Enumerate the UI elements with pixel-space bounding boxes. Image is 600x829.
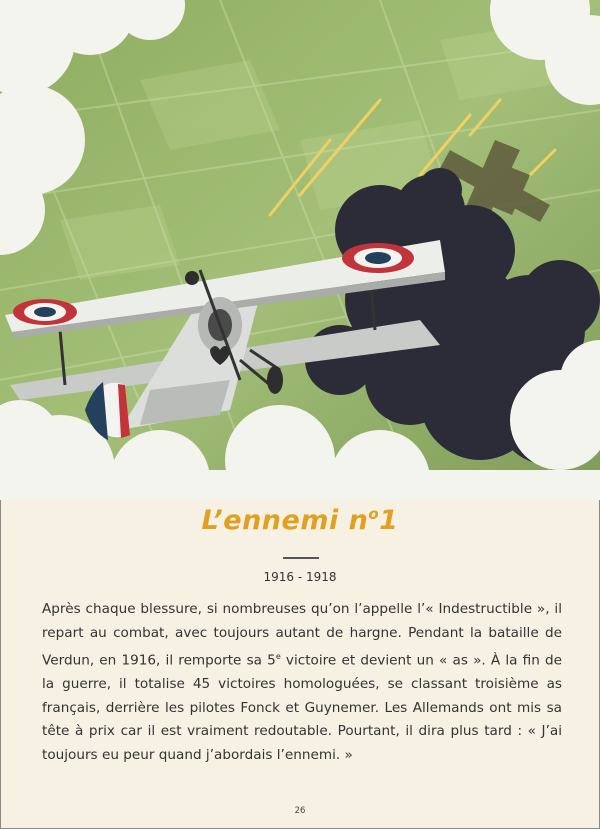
title-divider	[283, 557, 319, 559]
roundel-left-icon	[13, 299, 77, 325]
page-number: 26	[294, 806, 306, 816]
title-text: L’ennemi n	[201, 505, 369, 536]
body-text-part-1: Après chaque blessure, si nombreuses qu’on l’appelle l’« Indestructible », il repart au combat, avec toujours autant de hargne. Pendant la bataille de Verdun, en 1916, il remporte sa 5	[42, 601, 562, 669]
title-superscript: o	[368, 505, 380, 523]
title-number: 1	[379, 505, 399, 536]
body-superscript: e	[275, 652, 281, 661]
body-paragraph	[42, 598, 562, 767]
roundel-right-icon	[342, 243, 414, 273]
body-text-part-2: victoire et devient un « as ». À la fin de la guerre, il totalise 45 victoires homologuées, se classant troisième as français, derrière les pilotes Fonck et Guynemer. Les Allemands ont mis sa tête à prix car il est vraiment redoutable. Pourtant, il dira plus tard : « J’ai toujours eu peur quand j’abordais l’ennemi. »	[42, 652, 562, 763]
date-range: 1916 - 1918	[263, 570, 337, 584]
chapter-title	[0, 505, 600, 536]
